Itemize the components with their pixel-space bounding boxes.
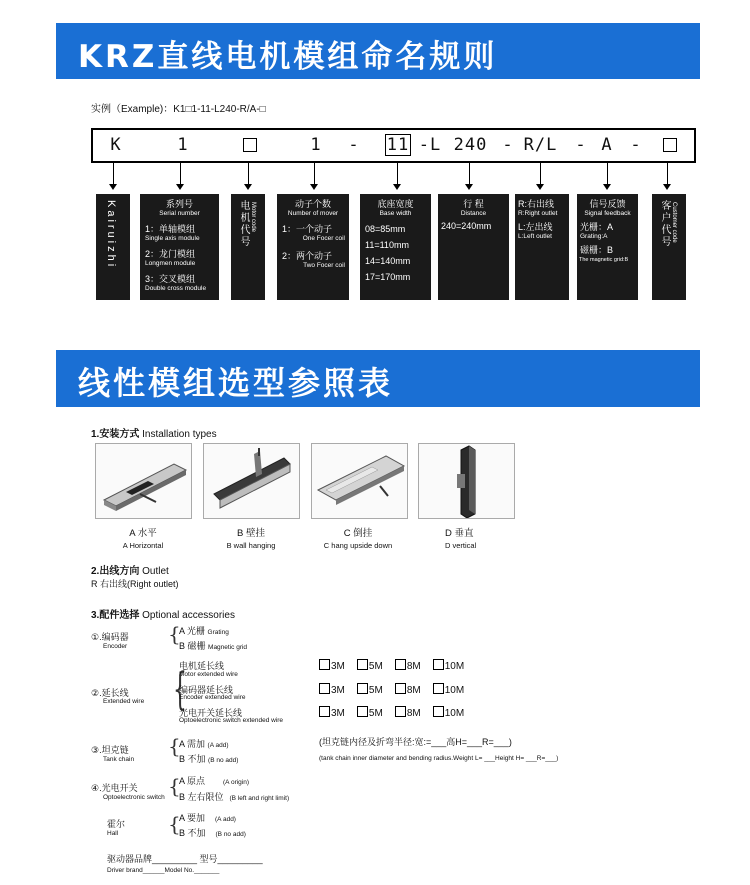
block-mover: 动子个数 Number of mover 1：一个动子 One Focer coil 2：两个动子 Two Focer coil xyxy=(277,194,349,300)
tank-option-a: A 需加 (A add) xyxy=(179,739,229,749)
naming-rules-banner xyxy=(56,23,700,79)
brace: { xyxy=(168,734,181,758)
block-outlet: R:右出线 R:Right outlet L:左出线 L:Left outlet xyxy=(515,194,569,300)
blank-square-icon xyxy=(243,138,257,152)
arrow-down-icon xyxy=(109,184,117,190)
ext-row-motor: 电机延长线 xyxy=(179,661,225,671)
connector-line xyxy=(540,163,541,185)
encoder-option-b: B 磁栅 Magnetic grid xyxy=(179,641,248,651)
install-caption-a: A 水平 A Horizontal xyxy=(122,528,164,550)
install-photo-horizontal xyxy=(95,443,192,519)
option-10m[interactable]: 10M xyxy=(433,708,464,719)
ext-row-switch-en: Optoelectronic switch extended wire xyxy=(179,717,284,724)
install-photo-vertical xyxy=(418,443,515,519)
block-motor-code: 电机代号 Motor code xyxy=(231,194,265,300)
photo-switch-label-en: Optoelectronic switch xyxy=(103,794,165,801)
ext-wire-label-en: Extended wire xyxy=(103,698,145,705)
tank-option-b: B 不加 (B no add) xyxy=(179,754,239,764)
connector-line xyxy=(397,163,398,185)
option-3m[interactable]: 3M xyxy=(319,708,345,719)
code-customer xyxy=(655,130,685,161)
install-caption-c: C 倒挂 C hang upside down xyxy=(323,528,393,550)
ext-row-switch: 光电开关延长线 xyxy=(179,708,243,718)
block-stroke: 行 程 Distance 240=240mm xyxy=(438,194,509,300)
arrow-down-icon xyxy=(465,184,473,190)
install-caption-d: D 垂直 D vertical xyxy=(445,528,477,550)
option-5m[interactable]: 5M xyxy=(357,661,383,672)
tank-chain-label: ③.坦克链 xyxy=(91,745,129,755)
code-mover: 1 xyxy=(310,135,322,155)
ext-row-encoder-en: Encoder extended wire xyxy=(179,694,246,701)
ext-motor-options xyxy=(319,659,464,672)
code-dash: - xyxy=(502,135,514,155)
block-series: 系列号 Serial number 1：单轴模组 Single axis module 2：龙门模组 Longmen module 3：交叉模组 Double cross module xyxy=(140,194,219,300)
arrow-down-icon xyxy=(663,184,671,190)
brace: { xyxy=(173,664,187,715)
block-brand: Kairuizhi xyxy=(96,194,130,300)
ext-encoder-options xyxy=(319,683,464,696)
tank-chain-label-en: Tank chain xyxy=(103,756,135,763)
block-customer-code: 客户代号 Customer code xyxy=(652,194,686,300)
code-stroke: 240 xyxy=(453,135,488,155)
install-photo-upside-down xyxy=(311,443,408,519)
code-outlet: R/L xyxy=(523,135,558,155)
option-8m[interactable]: 8M xyxy=(395,661,421,672)
install-photo-wall xyxy=(203,443,300,519)
option-10m[interactable]: 10M xyxy=(433,661,464,672)
photo-option-a: A 原点 (A origin) xyxy=(179,776,250,786)
code-series: 1 xyxy=(177,135,189,155)
brace: { xyxy=(168,622,181,646)
hall-label: 霍尔 xyxy=(107,819,126,829)
arrow-down-icon xyxy=(536,184,544,190)
connector-line xyxy=(248,163,249,185)
connector-line xyxy=(667,163,668,185)
encoder-option-a: A 光栅 Grating xyxy=(179,626,229,636)
selection-table-title: 线性模组选型参照表 xyxy=(78,364,394,402)
hall-option-b: B 不加 (B no add) xyxy=(179,828,246,838)
accessories-heading: 3.配件选择 Optional accessories xyxy=(91,610,235,621)
photo-switch-label: ④.光电开关 xyxy=(91,783,138,793)
connector-line xyxy=(469,163,470,185)
hall-label-en: Hall xyxy=(107,830,119,837)
option-3m[interactable]: 3M xyxy=(319,685,345,696)
option-8m[interactable]: 8M xyxy=(395,708,421,719)
driver-brand-line: 驱动器品牌_________ 型号_________ xyxy=(107,854,263,864)
outlet-heading: 2.出线方向 Outlet xyxy=(91,566,169,577)
outlet-value: R 右出线(Right outlet) xyxy=(91,579,179,589)
ext-row-encoder: 编码器延长线 xyxy=(179,685,234,695)
code-dash: - xyxy=(630,135,642,155)
brace: { xyxy=(168,774,181,798)
option-5m[interactable]: 5M xyxy=(357,685,383,696)
photo-option-b: B 左右限位 (B left and right limit) xyxy=(179,792,290,802)
code-signal: A xyxy=(601,135,613,155)
option-3m[interactable]: 3M xyxy=(319,661,345,672)
arrow-down-icon xyxy=(176,184,184,190)
code-motor xyxy=(235,130,265,161)
block-signal: 信号反馈 Signal feedback 光栅：A Grating:A 磁栅：B The magnetic grid:B xyxy=(577,194,638,300)
arrow-down-icon xyxy=(603,184,611,190)
ext-switch-options xyxy=(319,706,464,719)
encoder-label-en: Encoder xyxy=(103,643,128,650)
connector-line xyxy=(180,163,181,185)
code-dash-l: -L xyxy=(418,135,442,155)
connector-line xyxy=(314,163,315,185)
install-caption-b: B 壁挂 B wall hanging xyxy=(226,528,276,550)
naming-rules-title: KRZ直线电机模组命名规则 xyxy=(78,39,498,75)
option-5m[interactable]: 5M xyxy=(357,708,383,719)
tank-chain-note: (坦克链内径及折弯半径:宽:=___高H=___R=___) xyxy=(319,737,512,747)
option-10m[interactable]: 10M xyxy=(433,685,464,696)
example-line: 实例（Example)：K1□1-11-L240-R/A-□ xyxy=(91,104,266,115)
ext-wire-label: ②.延长线 xyxy=(91,688,129,698)
arrow-down-icon xyxy=(393,184,401,190)
tank-chain-note-en: (tank chain inner diameter and bending radius.Weight L= ___Height H= ___R=___) xyxy=(319,755,559,762)
code-base: 11 xyxy=(386,135,410,155)
connector-line xyxy=(113,163,114,185)
install-heading: 1.安装方式 Installation types xyxy=(91,429,217,440)
brace: { xyxy=(168,812,181,836)
code-k: K xyxy=(110,135,122,155)
code-dash: - xyxy=(348,135,360,155)
arrow-down-icon xyxy=(244,184,252,190)
arrow-down-icon xyxy=(310,184,318,190)
code-dash: - xyxy=(575,135,587,155)
ext-row-motor-en: Motor extended wire xyxy=(179,671,238,678)
model-code-box xyxy=(91,128,696,163)
blank-square-icon xyxy=(663,138,677,152)
driver-brand-line-en: Driver brand______Model No._______ xyxy=(107,867,220,874)
block-base-width: 底座宽度 Base width 08=85mm 11=110mm 14=140mm 17=170mm xyxy=(360,194,431,300)
hall-option-a: A 要加 (A add) xyxy=(179,813,236,823)
option-8m[interactable]: 8M xyxy=(395,685,421,696)
encoder-label: ①.编码器 xyxy=(91,632,129,642)
selection-table-banner xyxy=(56,350,700,407)
connector-line xyxy=(607,163,608,185)
